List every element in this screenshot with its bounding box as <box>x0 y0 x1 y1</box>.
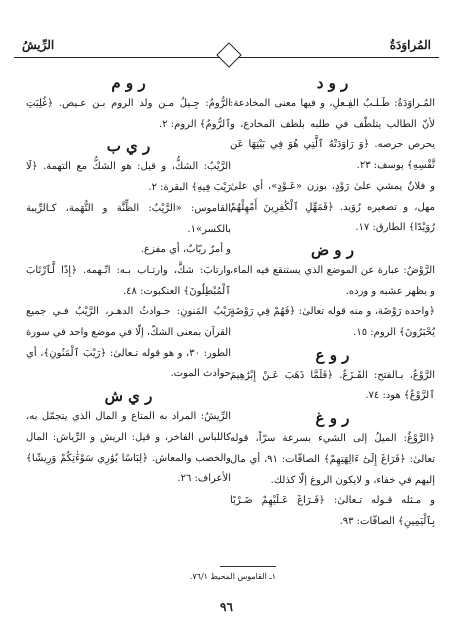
entry-paragraph: الرَّوْعُ، بـالفتح: الفَـزَعُ. ﴿فَلَمَّا ذَهَبَ عَـنْ إِبْرَٰهِيمَ ٱلرَّوْعُ﴾ هود: ٧٤. <box>230 369 435 402</box>
entry-paragraph: الرَّوْضُ: عبارة عن الموضع الذي يستنقع فيه الماء، و يظهر عشبه و ورده. <box>230 264 435 297</box>
footnote: ١ـ القاموس المحيط ٧٦/١. <box>189 572 276 581</box>
root-heading-r-w-gh: ر و غ <box>315 409 350 428</box>
entry-paragraph: القاموس: «الرَّيْبُ: الظِّنَّة و التُّهَمة، كـالرِّيبة بالكسر»١. <box>26 202 231 235</box>
page-number: ٩٦ <box>220 600 233 614</box>
entry-paragraph: رَيْبُ المَنونِ: حـوادثُ الدهـر، الرَّيْبُ فـي جميع القرآن بمعنى الشكّ، إلّا في موضع واحد في سورة الطور: ٣٠، و هو قوله تـعالىٰ: ﴿رَيْبَ ٱلْمَنُونِ﴾، أي حوادث الموت. <box>26 306 231 380</box>
entry-paragraph: ﴿الرَّوْغُ: الميلُ إلى الشيء بسرعة سرّاً، قوله تعالىٰ: ﴿فَرَاغَ إِلَىٰٓ ءَالِهَتِهِمْ﴾ الصافّات: ٩١، أي مال إليهم في خفاء، و لايكون الروغ إلّا كذلك. <box>230 433 435 486</box>
root-heading-r-w-m: ر و م <box>111 74 146 92</box>
entry-paragraph: الرَّيْبُ: الشكُّ، و قيل: هو الشكُّ مع التهمة. ﴿لَا رَيْبَ فِيهِ﴾ البقرة: ٢. <box>26 161 231 194</box>
entry-paragraph: ﴿واحده رَوْضَة، و منه قوله تعالىٰ: ﴿فَهُمْ فِي رَوْضَةٍ يُحْبَرُونَ﴾ الروم: ١٥. <box>230 306 435 339</box>
entry-paragraph: الرُّومُ: جِـيلٌ مـن ولد الروم بـن عـيص. ﴿غُلِبَتِ ٱلرُّومُ﴾ الروم: ٢. <box>26 98 231 130</box>
root-heading-r-y-b: ر ي ب <box>106 137 151 156</box>
header-right-word: المُراوَدَةُ <box>389 38 431 52</box>
entry-paragraph: الرِّيشُ: المراد به المتاع و المال الذي يتجمّل به، كاللباس الفاخر، و قيل: الريش و الرِّياش: المال والخصب والمعاش. ﴿لِبَاسًا يُوَٰرِي سَوْءَٰتِكُمْ وَرِيشًا﴾ الأعراف: ٢٦. <box>26 411 231 485</box>
root-heading-r-w-d: ر و د <box>316 74 349 92</box>
right-column <box>230 72 435 533</box>
entry-paragraph: وارتابَ: شكَّ، وارتـاب بـه: اتّـهمه. ﴿إِذًا لَّٱرْتَابَ ٱلْمُبْطِلُونَ﴾ العنكبوت: ٤٨. <box>26 264 231 297</box>
entry-paragraph: و أمرٌ ريّابٌ، أي مفزع. <box>140 244 231 256</box>
header-left-word: الرِّيشُ <box>22 38 55 52</box>
entry-paragraph: و مـثله قـوله تـعالىٰ: ﴿فَـرَاغَ عَـلَيْهِمْ ضَـرْبًا بِٱلْيَمِينِ﴾ الصافّات: ٩٣. <box>230 495 435 527</box>
root-heading-r-w-ain: ر و ع <box>315 345 350 364</box>
entry-paragraph: و فلانٌ يمشي علىٰ رَوْدٍ، بوزن «عَـوْدٍ»، أي علىٰ مهل، و تصغيره رُوَيد. ﴿فَمَهِّلِ ٱلْكَٰفِرِينَ أَمْهِلْهُمْ رُوَيْدًا﴾ الطارق: ١٧. <box>230 180 435 234</box>
entry-paragraph: المُـراوَدَةُ: طَـلـبُ الفِـعلِ، و فيها معنى المخادعة: لأنّ الطالب يتلطّف في طلبه بلطف المخادع، و يحرص حرصه. ﴿وَ رَاوَدَتْهُ ٱلَّتِي هُوَ فِي بَيْتِهَا عَن نَّفْسِهِ﴾ يوسف: ٢٣. <box>230 98 435 172</box>
footnote-rule <box>220 566 276 567</box>
left-column <box>26 72 231 490</box>
root-heading-r-y-sh: ر ي ش <box>104 387 153 406</box>
root-heading-r-w-dh: ر و ض <box>310 240 355 259</box>
